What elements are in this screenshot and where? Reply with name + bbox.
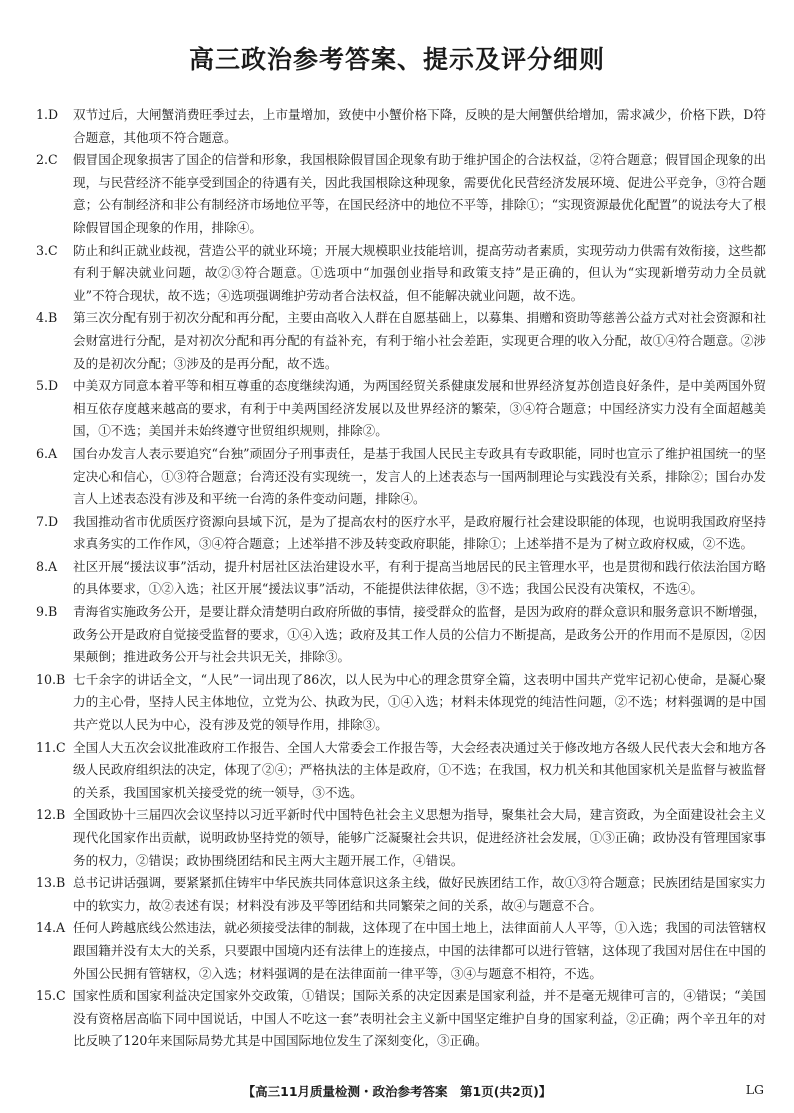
answer-explanation: 国家性质和国家利益决定国家外交政策，①错误；国际关系的决定因素是国家利益，并不是毫无规律可言的，④错误；“美国没有资格居高临下同中国说话，中国人不吃这一套”表明社会主义新中国坚定维护自身的国家利益，②正确；两个辛丑年的对比反映了120年来国际局势尤其是中国国际地位发生了深刻变化，③正确。 bbox=[73, 988, 766, 1049]
answer-explanation: 中美双方同意本着平等和相互尊重的态度继续沟通，为两国经贸关系健康发展和世界经济复苏创造良好条件，是中美两国外贸相互依存度越来越高的要求，有利于中美两国经济发展以及世界经济的繁荣，③④符合题意；中国经济实力没有全面超越美国，①不选；美国并未始终遵守世贸组织规则，排除②。 bbox=[73, 378, 766, 439]
answer-explanation: 社区开展“援法议事”活动，提升村居社区法治建设水平，有利于提高当地居民的民主管理水平，也是贯彻和践行依法治国方略的具体要求，①②入选；社区开展“援法议事”活动，不能提供法律依据，③不选；我国公民没有决策权，不选④。 bbox=[73, 558, 766, 597]
answer-item bbox=[36, 985, 766, 1053]
answer-item bbox=[36, 443, 766, 511]
answer-list bbox=[36, 104, 766, 1053]
answer-number: 14.A bbox=[36, 920, 66, 936]
answer-item bbox=[36, 375, 766, 443]
answer-number: 15.C bbox=[36, 988, 66, 1004]
answer-explanation: 我国推动省市优质医疗资源向县域下沉，是为了提高农村的医疗水平，是政府履行社会建设职能的体现，也说明我国政府坚持求真务实的工作作风，③④符合题意；上述举措不涉及转变政府职能，排除①；上述举措不是为了树立政府权威，②不选。 bbox=[73, 513, 766, 552]
answer-explanation: 任何人跨越底线公然违法，就必须接受法律的制裁，这体现了在中国土地上，法律面前人人平等，①入选；我国的司法管辖权跟国籍并没有太大的关系，只要跟中国境内还有法律上的连接点，中国的法律都可以进行管辖，这体现了我国对居住在中国的外国公民拥有管辖权，②入选；材料强调的是在法律面前一律平等，③④与题意不相符，不选。 bbox=[73, 920, 766, 981]
answer-explanation: 全国人大五次会议批准政府工作报告、全国人大常委会工作报告等，大会经表决通过关于修改地方各级人民代表大会和地方各级人民政府组织法的决定，体现了②④；严格执法的主体是政府，①不选；在我国，权力机关和其他国家机关是监督与被监督的关系，我国国家机关接受党的统一领导，③不选。 bbox=[73, 739, 766, 800]
answer-explanation: 第三次分配有别于初次分配和再分配，主要由高收入人群在自愿基础上，以募集、捐赠和资助等慈善公益方式对社会资源和社会财富进行分配，是对初次分配和再分配的有益补充，有利于缩小社会差距，实现更合理的收入分配，故①④符合题意。②涉及的是初次分配；③涉及的是再分配，故不选。 bbox=[73, 310, 766, 371]
answer-explanation: 总书记讲话强调，要紧紧抓住铸牢中华民族共同体意识这条主线，做好民族团结工作，故①③符合题意；民族团结是国家实力中的软实力，故②表述有误；材料没有涉及平等团结和共同繁荣之间的关系，故④与题意不合。 bbox=[73, 875, 766, 913]
answer-number: 6.A bbox=[36, 445, 58, 461]
answer-item bbox=[36, 917, 766, 985]
answer-item bbox=[36, 307, 766, 375]
answer-number: 13.B bbox=[36, 875, 66, 891]
answer-item bbox=[36, 601, 766, 669]
answer-explanation: 国台办发言人表示要追究“台独”顽固分子刑事责任，是基于我国人民民主专政具有专政职能，同时也宣示了维护祖国统一的坚定决心和信心，①③符合题意；台湾还没有实现统一，发言人的上述表态与一国两制理论与实践没有关系，排除②；国台办发言人上述表态没有涉及和平统一台湾的条件变动问题，排除④。 bbox=[73, 445, 766, 507]
answer-number: 7.D bbox=[36, 513, 59, 529]
answer-explanation: 防止和纠正就业歧视，营造公平的就业环境；开展大规模职业技能培训，提高劳动者素质，实现劳动力供需有效衔接，这些都有利于解决就业问题，故②③符合题意。①选项中“加强创业指导和政策支持”是正确的，但认为“实现新增劳动力全员就业”不符合现状，故不选；④选项强调维护劳动者合法权益，但不能解决就业问题，故不选。 bbox=[73, 242, 766, 303]
answer-item bbox=[36, 240, 766, 308]
answer-explanation: 青海省实施政务公开，是要让群众清楚明白政府所做的事情，接受群众的监督，是因为政府的群众意识和服务意识不断增强，政务公开是政府自觉接受监督的要求，①④入选；政府及其工作人员的公信力不断提高，是政务公开的作用而不是原因，②因果颠倒；推进政务公开与社会共识无关，排除③。 bbox=[73, 604, 766, 665]
answer-explanation: 双节过后，大闸蟹消费旺季过去，上市量增加，致使中小蟹价格下降，反映的是大闸蟹供给增加，需求减少，价格下跌，D符合题意，其他项不符合题意。 bbox=[73, 107, 766, 145]
answer-number: 9.B bbox=[36, 604, 58, 620]
answer-item bbox=[36, 556, 766, 601]
answer-item bbox=[36, 872, 766, 917]
document-title: 高三政治参考答案、提示及评分细则 bbox=[188, 45, 605, 74]
answer-explanation: 全国政协十三届四次会议坚持以习近平新时代中国特色社会主义思想为指导，聚集社会大局，建言资政，为全面建设社会主义现代化国家作出贡献，说明政协坚持党的领导，能够广泛凝聚社会共识，促进经济社会发展，①③正确；政协没有管理国家事务的权力，②错误；政协围绕团结和民主两大主题开展工作，④错误。 bbox=[73, 807, 766, 868]
page-footer: 【高三11月质量检测・政治参考答案 第1页(共2页)】 bbox=[242, 1084, 552, 1099]
answer-number: 10.B bbox=[36, 671, 66, 687]
answer-item bbox=[36, 669, 766, 737]
answer-number: 3.C bbox=[36, 242, 58, 258]
answer-explanation: 假冒国企现象损害了国企的信誉和形象，我国根除假冒国企现象有助于维护国企的合法权益，②符合题意；假冒国企现象的出现，与民营经济不能享受到国企的待遇有关，因此我国根除这种现象，需要优化民营经济发展环境、促进公平竞争，③符合题意；公有制经济和非公有制经济市场地位平等，在国民经济中的地位不平等，排除①；“实现资源最优化配置”的说法夸大了根除假冒国企现象的作用，排除④。 bbox=[73, 152, 766, 235]
answer-number: 2.C bbox=[36, 152, 58, 168]
answer-number: 1.D bbox=[36, 107, 59, 122]
page-code: LG bbox=[745, 1082, 764, 1097]
answer-item bbox=[36, 511, 766, 556]
answer-explanation: 七千余字的讲话全文，“人民”一词出现了86次，以人民为中心的理念贯穿全篇，这表明中国共产党牢记初心使命，是凝心聚力的主心骨，坚持人民主体地位，立党为公、执政为民，①④入选；材料未体现党的纯洁性问题，②不选；材料强调的是中国共产党以人民为中心，没有涉及党的领导作用，排除③。 bbox=[73, 671, 766, 733]
answer-number: 4.B bbox=[36, 310, 58, 326]
answer-item bbox=[36, 149, 766, 239]
answer-number: 12.B bbox=[36, 807, 66, 823]
answer-number: 5.D bbox=[36, 378, 59, 394]
answer-item bbox=[36, 104, 766, 149]
answer-number: 8.A bbox=[36, 558, 58, 574]
answer-number: 11.C bbox=[36, 739, 66, 755]
answer-item bbox=[36, 737, 766, 805]
answer-item bbox=[36, 804, 766, 872]
